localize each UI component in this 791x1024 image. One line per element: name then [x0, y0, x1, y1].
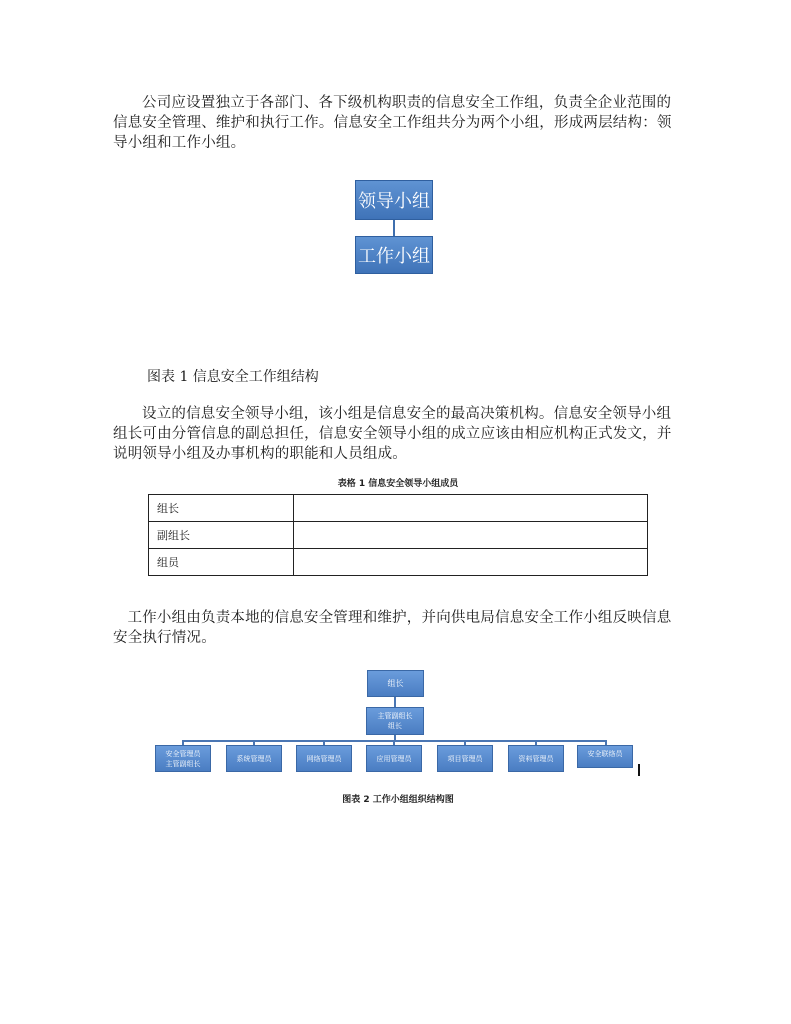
org-child-box [366, 745, 422, 772]
org-root-label: 组长 [387, 678, 404, 688]
org-second-label-2: 组长 [388, 722, 402, 730]
leader-group-paragraph: 设立的信息安全领导小组，该小组是信息安全的最高决策机构。信息安全领导小组组长可由分管信息的副总担任，信息安全领导小组的成立应该由相应机构正式发文，并说明领导小组及办事机构的职能和人员组成。 [113, 406, 672, 462]
table-cell-value [294, 495, 648, 522]
org-child-label: 网络管理员 [306, 754, 342, 763]
table-cell-label: 组长 [149, 495, 294, 522]
org-second-label-1: 主管副组长 [377, 712, 413, 720]
org-child-box [577, 745, 633, 768]
org-child-label: 安全联络员 [587, 750, 623, 758]
table-row [149, 495, 648, 522]
table-cell-label: 副组长 [149, 522, 294, 549]
org-root-box [367, 670, 424, 697]
table-row [149, 522, 648, 549]
org-child-box [226, 745, 282, 772]
leader-members-table [148, 494, 648, 576]
table-cell-label: 组员 [149, 549, 294, 576]
intro-paragraph: 公司应设置独立于各部门、各下级机构职责的信息安全工作组，负责全企业范围的信息安全管理、维护和执行工作。信息安全工作组共分为两个小组，形成两层结构：领导小组和工作小组。 [113, 95, 672, 151]
org-child-label: 系统管理员 [236, 754, 272, 763]
table-cell-value [294, 522, 648, 549]
org-child-label: 资料管理员 [518, 754, 554, 763]
org-connector [394, 697, 396, 707]
org-child-box [155, 745, 211, 772]
leader-group-box: 领导小组 [355, 180, 433, 220]
table1-caption: 表格 1 信息安全领导小组成员 [337, 479, 459, 489]
org-child-label: 项目管理员 [447, 754, 483, 763]
org-child-box [508, 745, 564, 772]
org-second-box [366, 707, 424, 735]
org-child-label: 应用管理员 [376, 754, 412, 763]
figure2-caption: 图表 2 工作小组组织结构图 [342, 795, 454, 805]
connector-line [393, 220, 395, 236]
work-group-paragraph: 工作小组由负责本地的信息安全管理和维护，并向供电局信息安全工作小组反映信息安全执行情况。 [113, 610, 672, 646]
org-child-label: 安全管理员 [165, 749, 201, 758]
work-group-box: 工作小组 [355, 236, 433, 274]
org-child-box [296, 745, 352, 772]
table-row [149, 549, 648, 576]
figure1-caption: 图表 1 信息安全工作组结构 [147, 369, 319, 385]
org-child-box [437, 745, 493, 772]
table-cell-value [294, 549, 648, 576]
org-child-sublabel: 主管副组长 [165, 759, 201, 768]
text-cursor-mark [638, 764, 640, 776]
